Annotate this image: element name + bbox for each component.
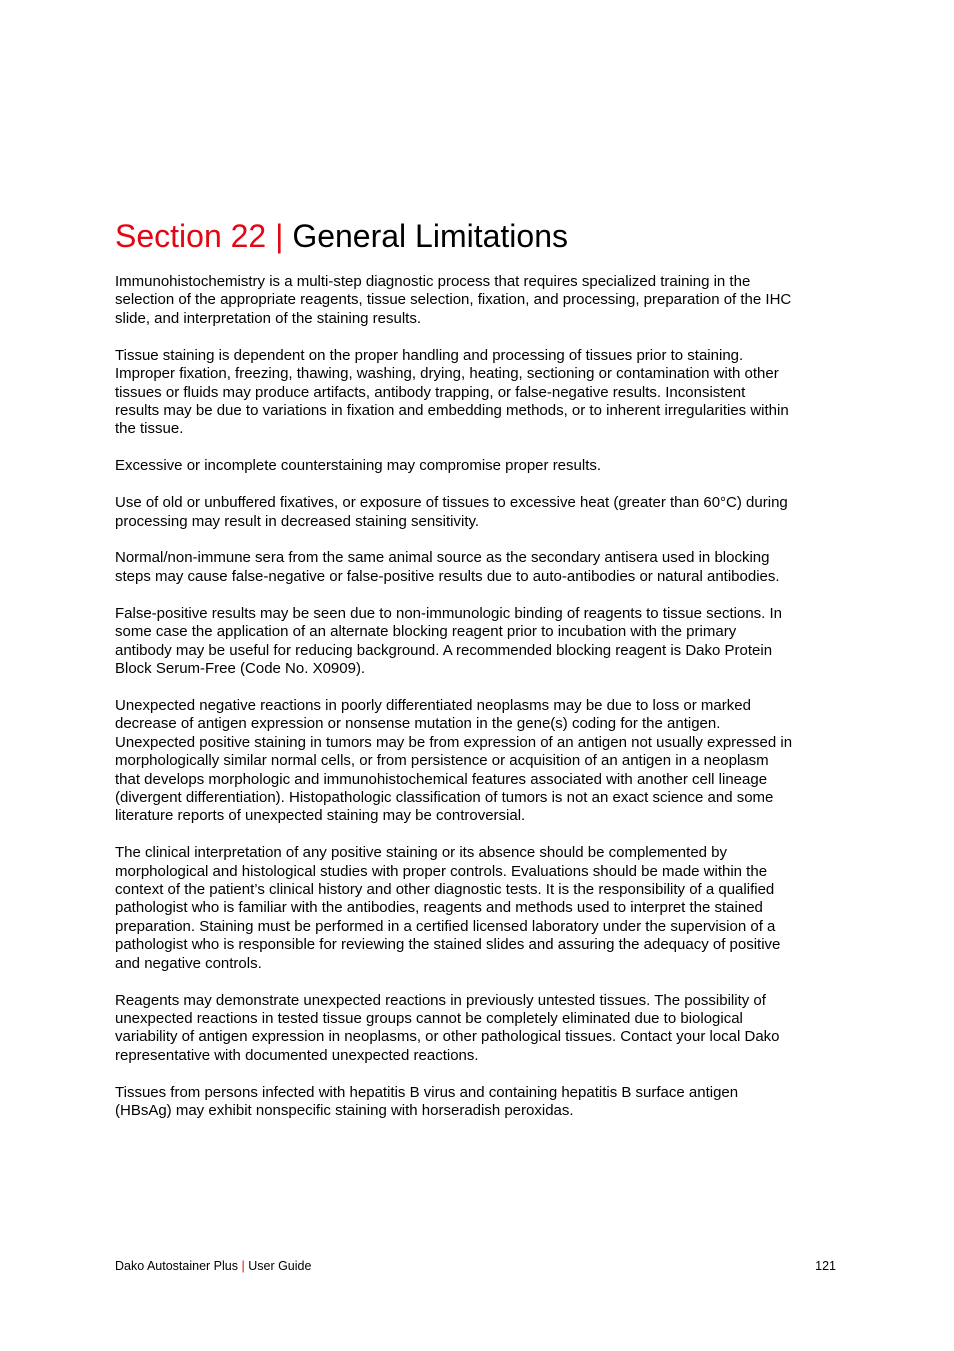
text-line: (divergent differentiation). Histopathologic classification of tumors is not an exact science and some bbox=[115, 788, 774, 806]
text-line: morphologically similar normal cells, or from persistence or acquisition of an antigen in a neoplasm bbox=[115, 752, 769, 770]
text-line: Use of old or unbuffered fixatives, or exposure of tissues to excessive heat (greater than 60°C) during bbox=[115, 494, 788, 512]
text-line: preparation. Staining must be performed in a certified licensed laboratory under the supervision of a bbox=[115, 917, 776, 935]
text-line: some case the application of an alternate blocking reagent prior to incubation with the primary bbox=[115, 623, 737, 641]
text-line: antibody may be useful for reducing background. A recommended blocking reagent is Dako Protein bbox=[115, 641, 773, 659]
text-line: morphological and histological studies with proper controls. Evaluations should be made within the bbox=[115, 862, 768, 880]
section-title: General Limitations bbox=[292, 218, 568, 254]
text-line: decrease of antigen expression or nonsense mutation in the gene(s) coding for the antigen. bbox=[115, 715, 721, 733]
text-line: Improper fixation, freezing, thawing, washing, drying, heating, sectioning or contamination with other bbox=[115, 365, 779, 383]
paragraph bbox=[115, 1084, 850, 1121]
text-line: Normal/non-immune sera from the same animal source as the secondary antisera used in blocking bbox=[115, 549, 770, 567]
paragraph bbox=[115, 697, 850, 826]
text-line: (HBsAg) may exhibit nonspecific staining with horseradish peroxidas. bbox=[115, 1102, 574, 1120]
paragraph bbox=[115, 457, 850, 475]
text-line: representative with documented unexpected reactions. bbox=[115, 1046, 479, 1064]
text-line: steps may cause false-negative or false-positive results due to auto-antibodies or natural antibodies. bbox=[115, 567, 780, 585]
text-line: selection of the appropriate reagents, tissue selection, fixation, and processing, preparation of the IHC bbox=[115, 291, 792, 309]
text-line: pathologist who is responsible for reviewing the stained slides and assuring the adequacy of positive bbox=[115, 936, 781, 954]
text-line: tissues or fluids may produce artifacts, antibody trapping, or false-negative results. Inconsistent bbox=[115, 383, 746, 401]
footer-product: Dako Autostainer Plus bbox=[115, 1259, 238, 1273]
text-line: The clinical interpretation of any positive staining or its absence should be complemented by bbox=[115, 844, 728, 862]
paragraph bbox=[115, 844, 850, 973]
paragraph bbox=[115, 549, 850, 586]
paragraph bbox=[115, 347, 850, 439]
text-line: slide, and interpretation of the staining results. bbox=[115, 309, 422, 327]
title-separator: | bbox=[275, 218, 284, 254]
text-line: Immunohistochemistry is a multi-step diagnostic process that requires specialized training in the bbox=[115, 273, 751, 290]
text-line: pathologist who is familiar with the antibodies, reagents and methods used to interpret the stained bbox=[115, 899, 763, 917]
page-number: 121 bbox=[815, 1259, 836, 1273]
text-line: Tissue staining is dependent on the proper handling and processing of tissues prior to staining. bbox=[115, 346, 744, 364]
text-line: literature reports of unexpected staining may be controversial. bbox=[115, 807, 526, 825]
text-line: processing may result in decreased staining sensitivity. bbox=[115, 512, 480, 530]
text-line: Unexpected negative reactions in poorly differentiated neoplasms may be due to loss or marked bbox=[115, 696, 751, 714]
paragraph bbox=[115, 273, 850, 328]
paragraph bbox=[115, 992, 850, 1066]
text-line: Reagents may demonstrate unexpected reactions in previously untested tissues. The possibility of bbox=[115, 991, 766, 1009]
text-line: Block Serum-Free (Code No. X0909). bbox=[115, 660, 366, 677]
text-line: Excessive or incomplete counterstaining may compromise proper results. bbox=[115, 457, 602, 475]
body-text bbox=[115, 273, 850, 1139]
text-line: and negative controls. bbox=[115, 954, 262, 972]
footer-product-title bbox=[115, 1258, 311, 1274]
paragraph bbox=[115, 494, 850, 531]
footer-doc: User Guide bbox=[248, 1259, 312, 1273]
paragraph bbox=[115, 605, 850, 679]
text-line: Tissues from persons infected with hepatitis B virus and containing hepatitis B surface antigen bbox=[115, 1083, 739, 1101]
text-line: the tissue. bbox=[115, 420, 184, 438]
text-line: variability of antigen expression in neoplasms, or other pathological tissues. Contact your local Dako bbox=[115, 1028, 780, 1046]
text-line: False-positive results may be seen due to non-immunologic binding of reagents to tissue sections. In bbox=[115, 604, 783, 622]
section-number: Section 22 bbox=[115, 218, 267, 254]
text-line: unexpected reactions in tested tissue groups cannot be completely eliminated due to biological bbox=[115, 1010, 743, 1027]
text-line: Unexpected positive staining in tumors may be from expression of an antigen not usually expressed in bbox=[115, 733, 793, 751]
text-line: context of the patient’s clinical history and other diagnostic tests. It is the responsibility of a qualified bbox=[115, 881, 775, 899]
text-line: that develops morphologic and immunohistochemical features associated with another cell lineage bbox=[115, 770, 768, 788]
page-title bbox=[115, 214, 568, 258]
footer-separator: | bbox=[241, 1259, 245, 1273]
text-line: results may be due to variations in fixation and embedding methods, or to inherent irregularities within bbox=[115, 401, 789, 419]
